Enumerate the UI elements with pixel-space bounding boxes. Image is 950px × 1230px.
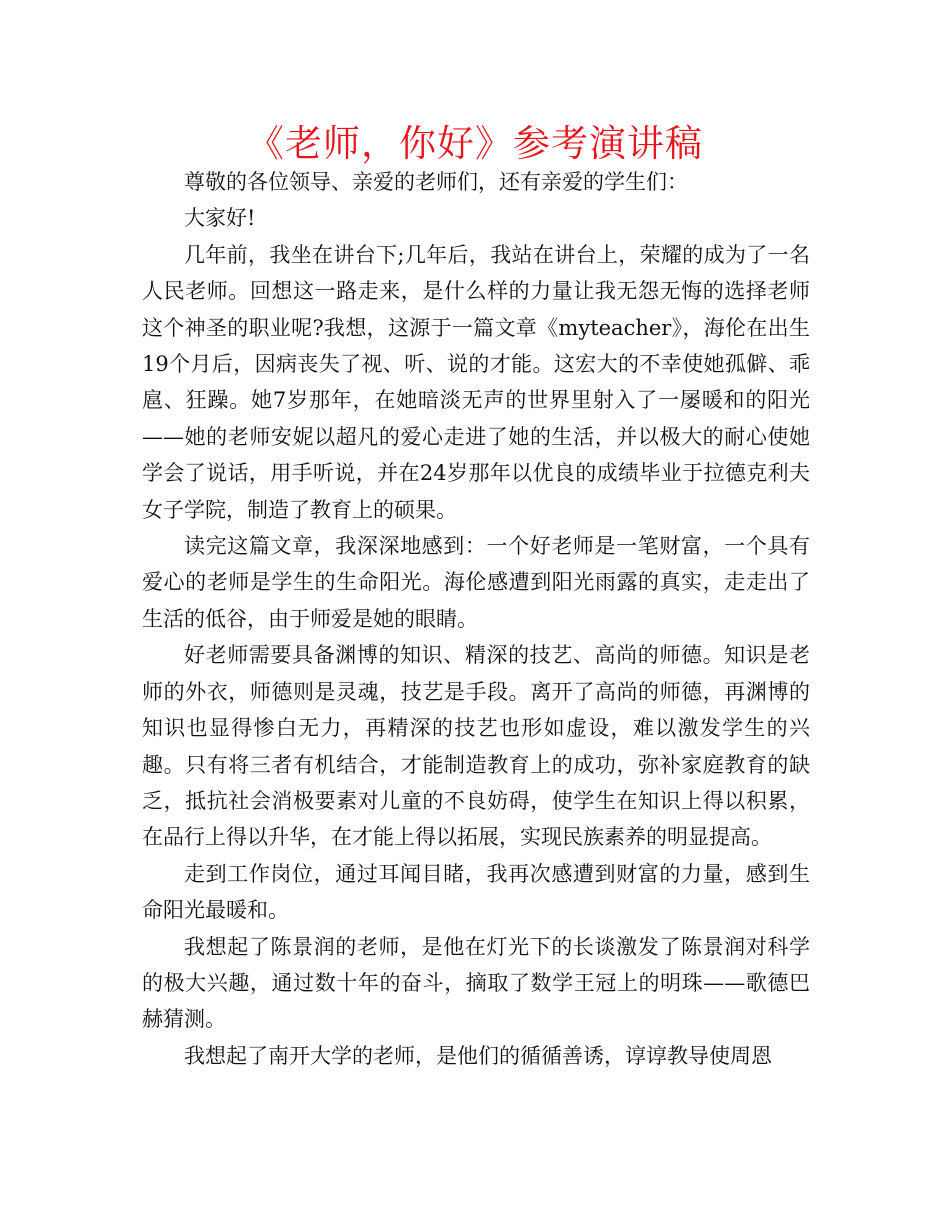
paragraph-helen-story: 几年前，我坐在讲台下;几年后，我站在讲台上，荣耀的成为了一名人民老师。回想这一路走来，是什么样的力量让我无怨无悔的选择老师这个神圣的职业呢?我想，这源于一篇文章《myteacher》，海伦在出生19个月后，因病丧失了视、听、说的才能。这宏大的不幸使她孤僻、乖扈、狂躁。她7岁那年，在她暗淡无声的世界里射入了一屡暖和的阳光——她的老师安妮以超凡的爱心走进了她的生活，并以极大的耐心使她学会了说话，用手听说，并在24岁那年以优良的成绩毕业于拉德克利夫女子学院，制造了教育上的硕果。 [142,242,810,522]
paragraph-hello: 大家好! [184,206,256,231]
page-title: 《老师，你好》参考演讲稿 [247,122,703,165]
paragraph-greeting: 尊敬的各位领导、亲爱的老师们，还有亲爱的学生们： [184,170,688,194]
speech-body [142,164,810,1074]
paragraph-workplace: 走到工作岗位，通过耳闻目睹，我再次感遭到财富的力量，感到生命阳光最暖和。 [142,861,810,923]
paragraph-chen-jingrun: 我想起了陈景润的老师，是他在灯光下的长谈激发了陈景润对科学的极大兴趣，通过数十年的奋斗，摘取了数学王冠上的明珠——歌德巴赫猜测。 [142,934,810,1032]
paragraph-reflection: 读完这篇文章，我深深地感到：一个好老师是一笔财富，一个具有爱心的老师是学生的生命阳光。海伦感遭到阳光雨露的真实，走走出了生活的低谷，由于师爱是她的眼睛。 [142,534,810,631]
paragraph-nankai: 我想起了南开大学的老师，是他们的循循善诱，谆谆教导使周恩 [184,1043,772,1068]
paragraph-good-teacher: 好老师需要具备渊博的知识、精深的技艺、高尚的师德。知识是老师的外衣，师德则是灵魂，技艺是手段。离开了高尚的师德，再渊博的知识也显得惨白无力，再精深的技艺也形如虚设，难以激发学生的兴趣。只有将三者有机结合，才能制造教育上的成功，弥补家庭教育的缺乏，抵抗社会消极要素对儿童的不良妨碍，使学生在知识上得以积累，在品行上得以升华，在才能上得以拓展，实现民族素养的明显提高。 [142,643,810,850]
